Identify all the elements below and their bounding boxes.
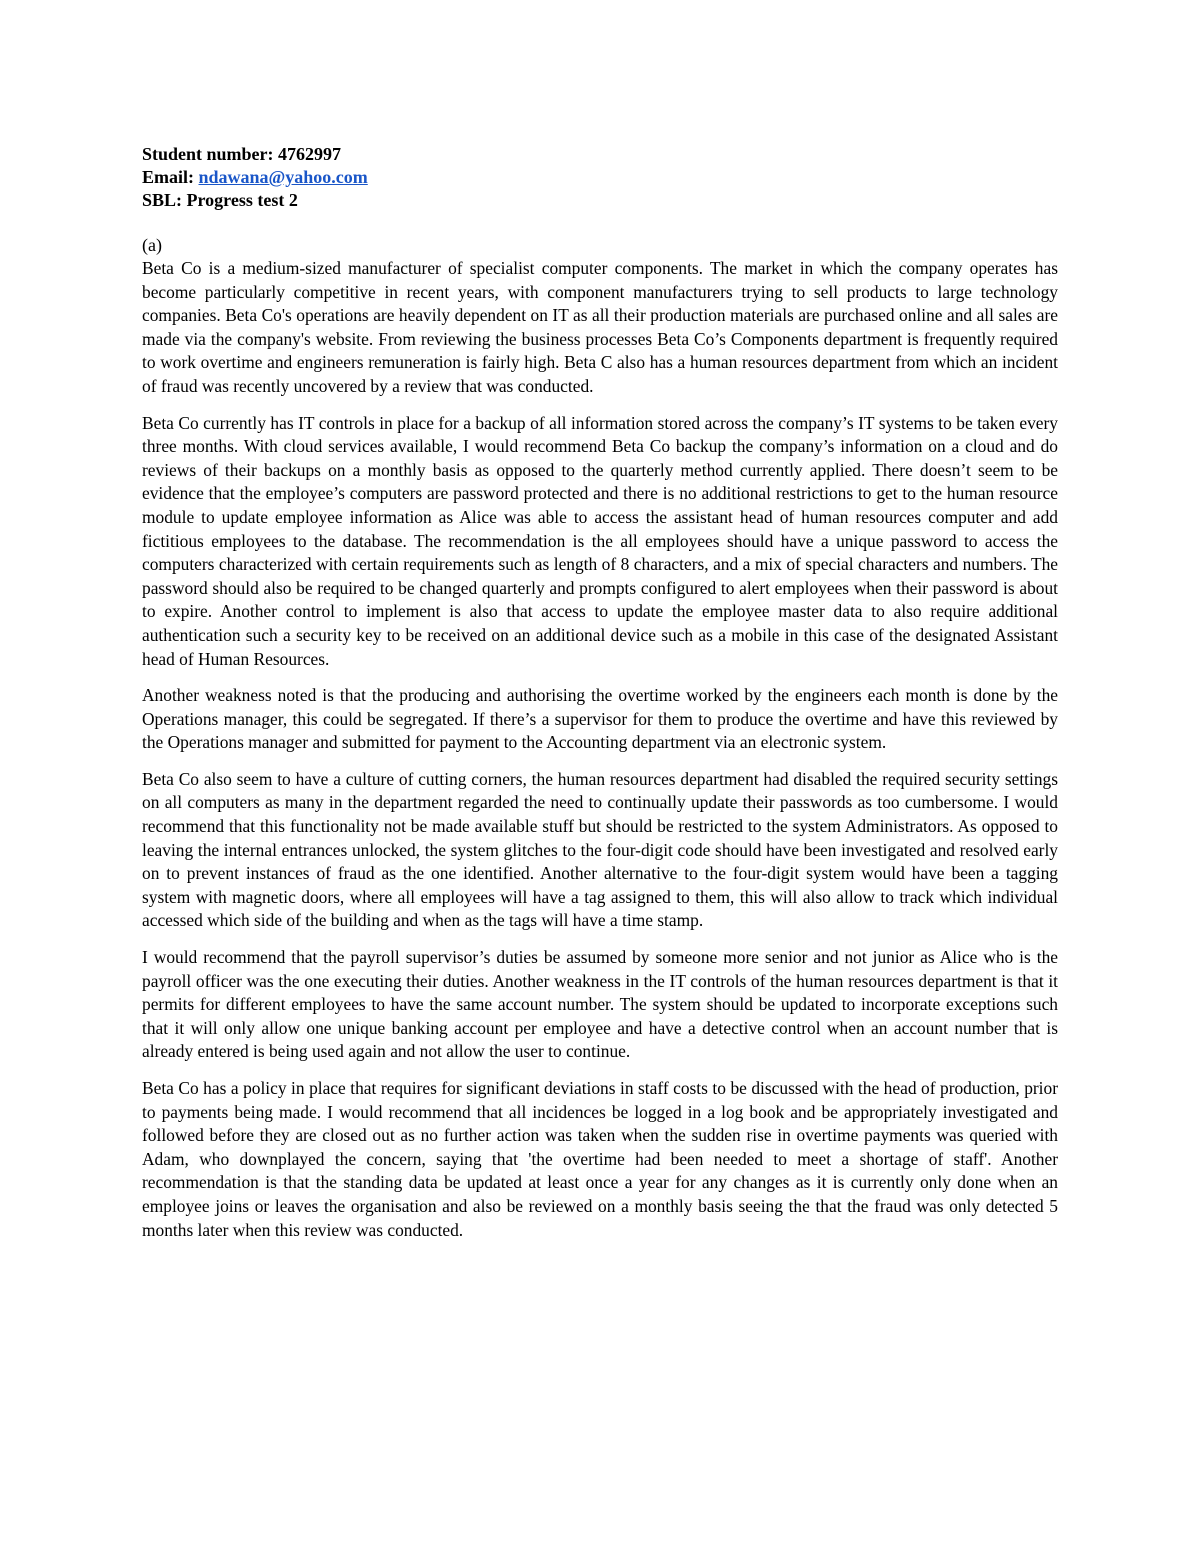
paragraph-intro: Beta Co is a medium-sized manufacturer of specialist computer components. The market in which the company operates has become particularly competitive in recent years, with component manufacturers trying to sell products to large technology companies. Beta Co's operations are heavily dependent on IT as all their production materials are purchased online and all sales are made via the company's website. From reviewing the business processes Beta Co’s Components department is frequently required to work overtime and engineers remuneration is fairly high. Beta C also has a human resources department from which an incident of fraud was recently uncovered by a review that was conducted. xyxy=(142,258,1058,396)
paragraph-it-controls: Beta Co currently has IT controls in place for a backup of all information stored across the company’s IT systems to be taken every three months. With cloud services available, I would recommend Beta Co backup the company’s information on a cloud and do reviews of their backups on a monthly basis as opposed to the quarterly method currently applied. There doesn’t seem to be evidence that the employee’s computers are password protected and there is no additional restrictions to get to the human resource module to update employee information as Alice was able to access the assistant head of human resources computer and add fictitious employees to the database. The recommendation is the all employees should have a unique password to access the computers characterized with certain requirements such as length of 8 characters, and a mix of special characters and numbers. The password should also be required to be changed quarterly and prompts configured to alert employees when their password is about to expire. Another control to implement is also that access to update the employee master data to also require additional authentication such a security key to be received on an additional device such as a mobile in this case of the designated Assistant head of Human Resources. xyxy=(142,412,1058,669)
document-page xyxy=(142,143,1058,1255)
paragraph-overtime: Another weakness noted is that the producing and authorising the overtime worked by the engineers each month is done by the Operations manager, this could be segregated. If there’s a supervisor for them to produce the overtime and have this reviewed by the Operations manager and submitted for payment to the Accounting department via an electronic system. xyxy=(142,685,1058,753)
paragraph-culture: Beta Co also seem to have a culture of cutting corners, the human resources department had disabled the required security settings on all computers as many in the department regarded the need to continually update their passwords as too cumbersome. I would recommend that this functionality not be made available stuff but should be restricted to the system Administrators. As opposed to leaving the internal entrances unlocked, the system glitches to the four-digit code should have been investigated and resolved early on to prevent instances of fraud as the one identified. Another alternative to the four-digit system would have been a tagging system with magnetic doors, where all employees will have a tag assigned to them, this will also allow to track which individual accessed which side of the building and when as the tags will have a time stamp. xyxy=(142,768,1058,931)
email-link[interactable]: ndawana@yahoo.com xyxy=(198,167,368,187)
email-label: Email: xyxy=(142,167,194,187)
paragraph-policy: Beta Co has a policy in place that requires for significant deviations in staff costs to be discussed with the head of production, prior to payments being made. I would recommend that all incidences be logged in a log book and be appropriately investigated and followed before they are closed out as no further action was taken when the sudden rise in overtime payments was queried with Adam, who downplayed the concern, saying that 'the overtime had been needed to meet a shortage of staff'. Another recommendation is that the standing data be updated at least once a year for any changes as it is currently only done when an employee joins or leaves the organisation and also be reviewed on a monthly basis seeing the that the fraud was only detected 5 months later when this review was conducted. xyxy=(142,1078,1058,1240)
section-label: (a) xyxy=(142,235,162,255)
subject-line: SBL: Progress test 2 xyxy=(142,190,298,210)
paragraph-payroll: I would recommend that the payroll supervisor’s duties be assumed by someone more senior and not junior as Alice who is the payroll officer was the one executing their duties. Another weakness in the IT controls of the human resources department is that it permits for different employees to have the same account number. The system should be updated to incorporate exceptions such that it will only allow one unique banking account per employee and have a detective control when an account number that is already entered is being used again and not allow the user to continue. xyxy=(142,947,1058,1062)
student-number: Student number: 4762997 xyxy=(142,144,342,164)
email-line xyxy=(142,166,1058,189)
